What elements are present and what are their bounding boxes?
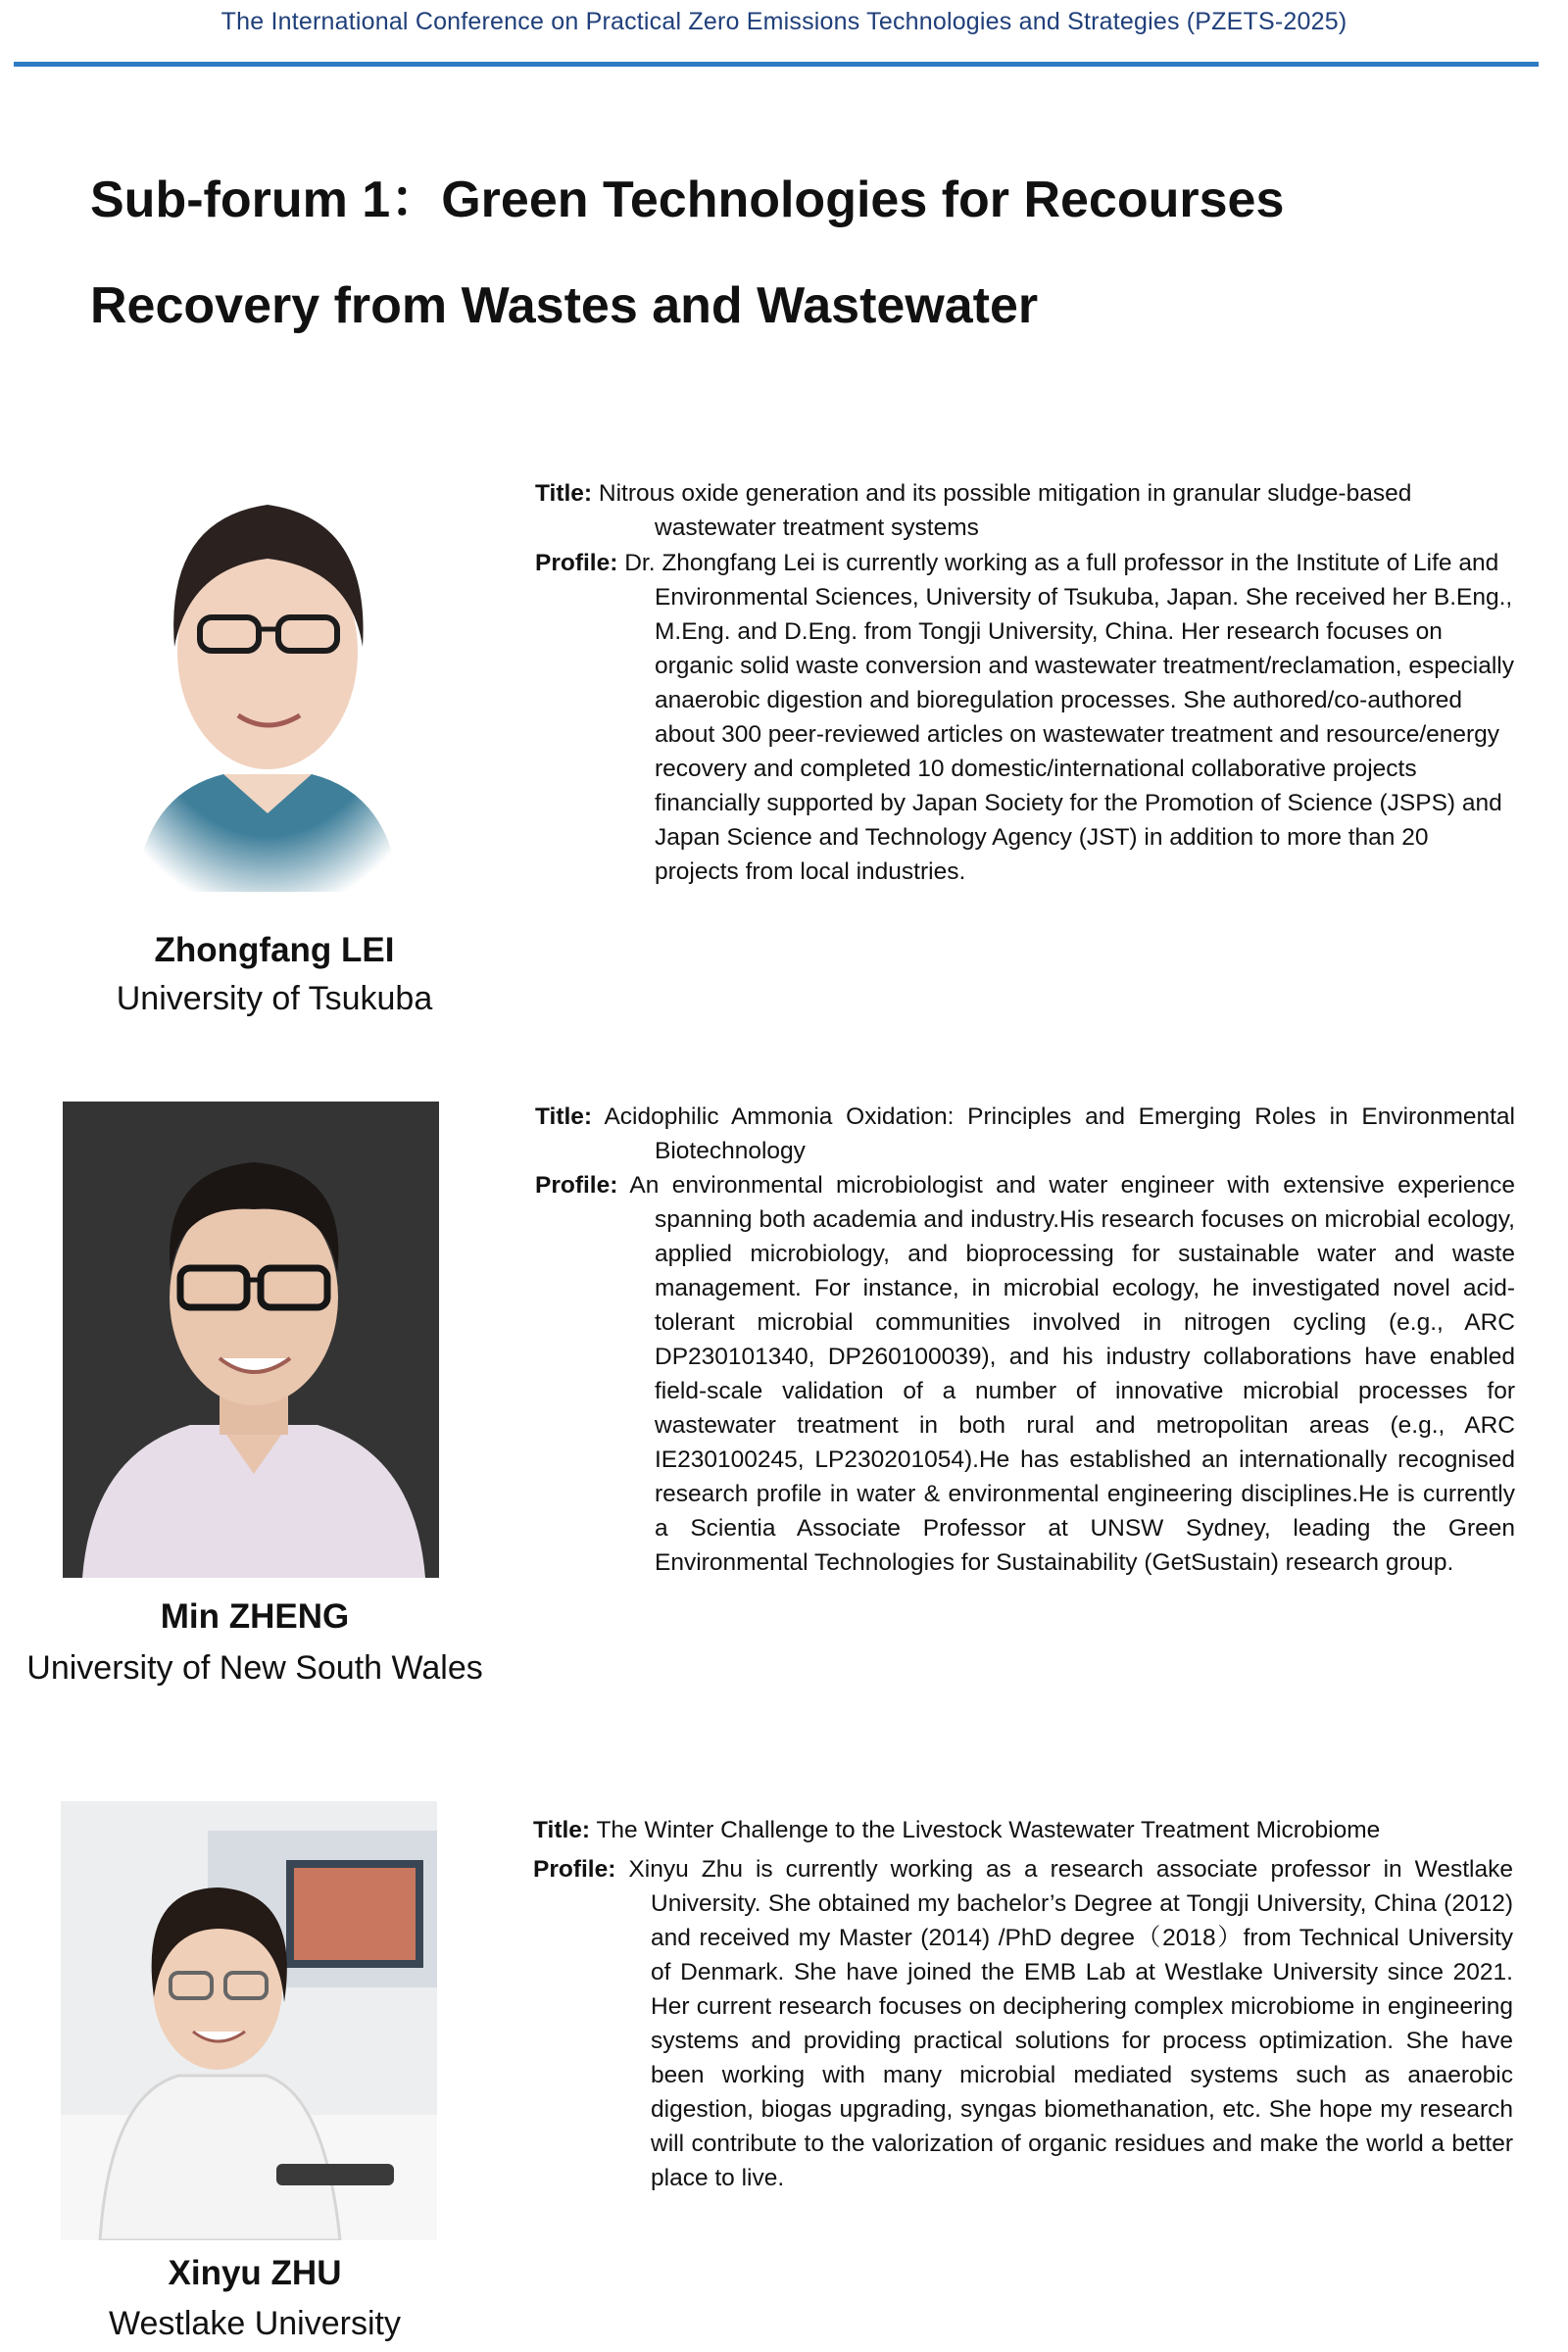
talk-title: Nitrous oxide generation and its possible mitigation in granular sludge-based wastewater treatment systems: [598, 480, 1412, 541]
conference-header: [0, 0, 1568, 47]
speaker-affiliation-zhu: Westlake University: [109, 2305, 401, 2342]
title-label: Title:: [533, 1817, 591, 1843]
talk-title-row: [533, 1813, 1513, 1847]
profile-text: Xinyu Zhu is currently working as a research associate professor in Westlake University. She obtained my bachelor’s Degree at Tongji University, China (2012) and received my Master (2014) /PhD degree（2018）from Technical University of Denmark. She have joined the EMB Lab at Westlake University since 2021. Her current research focuses on deciphering complex microbiome in engineering systems and providing practical solutions for process optimization. She have been working with many microbial mediated systems such as anaerobic digestion, biogas upgrading, syngas biomethanation, etc. She hope my research will contribute to the valorization of organic residues and make the world a better place to live.: [628, 1856, 1513, 2191]
speaker-name-zhu: Xinyu ZHU: [168, 2254, 342, 2292]
portrait-image: [106, 461, 429, 892]
speaker-info-lei: [535, 476, 1515, 889]
speaker-photo-lei: [106, 461, 429, 892]
profile-text: Dr. Zhongfang Lei is currently working as a full professor in the Institute of Life and Environmental Sciences, University of Tsukuba, Japan. She received her B.Eng., M.Eng. and D.Eng. from Tongji University, China. Her research focuses on organic solid waste conversion and wastewater treatment/reclamation, especially anaerobic digestion and bioregulation processes. She authored/co-authored about 300 peer-reviewed articles on wastewater treatment and resource/energy recovery and completed 10 domestic/international collaborative projects financially supported by Japan Society for the Promotion of Science (JSPS) and Japan Science and Technology Agency (JST) in addition to more than 20 projects from local industries.: [624, 550, 1514, 885]
header-divider: [14, 62, 1539, 67]
speaker-photo-zhu: [61, 1801, 437, 2240]
portrait-image: [63, 1102, 439, 1578]
profile-label: Profile:: [535, 1172, 618, 1199]
profile-row: [535, 546, 1515, 889]
profile-row: [533, 1852, 1513, 2195]
conference-title: The International Conference on Practical Zero Emissions Technologies and Strategies (PZETS-2025): [220, 8, 1348, 35]
talk-title: Acidophilic Ammonia Oxidation: Principles and Emerging Roles in Environmental Biotechnology: [604, 1103, 1515, 1164]
title-label: Title:: [535, 1103, 593, 1130]
speaker-info-zhu: [533, 1813, 1513, 2195]
profile-row: [535, 1168, 1515, 1580]
page-title-line-2: Recovery from Wastes and Wastewater: [90, 277, 1039, 334]
speaker-info-zheng: [535, 1100, 1515, 1580]
speaker-photo-zheng: [63, 1102, 439, 1578]
speaker-affiliation-zheng: University of New South Wales: [26, 1649, 483, 1687]
talk-title-row: [535, 1100, 1515, 1168]
talk-title: The Winter Challenge to the Livestock Wastewater Treatment Microbiome: [596, 1817, 1381, 1843]
profile-label: Profile:: [535, 550, 618, 576]
talk-title-row: [535, 476, 1515, 545]
page-title-line-1: Sub-forum 1：Green Technologies for Recourses: [90, 172, 1285, 228]
page-title: [90, 147, 1511, 359]
speaker-affiliation-lei: University of Tsukuba: [116, 980, 433, 1017]
profile-text: An environmental microbiologist and water engineer with extensive experience spanning both academia and industry.His research focuses on microbial ecology, applied microbiology, and bioprocessing for sustainable water and waste management. For instance, in microbial ecology, he investigated novel acid-tolerant microbial communities involved in nitrogen cycling (e.g., ARC DP230101340, DP260100039), and his industry collaborations have enabled field-scale validation of a number of innovative microbial processes for wastewater treatment in both rural and metropolitan areas (e.g., ARC IE230100245, LP230201054).He has established an internationally recognised research profile in water & environmental engineering disciplines.He is currently a Scientia Associate Professor at UNSW Sydney, leading the Green Environmental Technologies for Sustainability (GetSustain) research group.: [629, 1172, 1515, 1576]
speaker-name-zheng: Min ZHENG: [160, 1597, 350, 1636]
title-label: Title:: [535, 480, 593, 507]
profile-label: Profile:: [533, 1856, 616, 1883]
speaker-name-lei: Zhongfang LEI: [154, 931, 395, 969]
portrait-image: [61, 1801, 437, 2240]
